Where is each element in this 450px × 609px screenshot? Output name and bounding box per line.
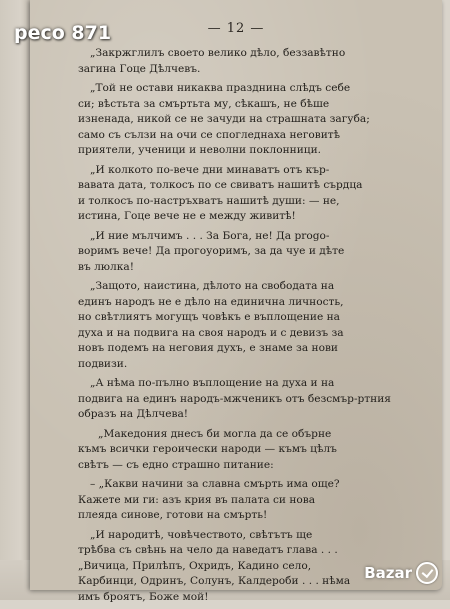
brand-logo xyxy=(364,562,438,584)
text-line: – „Какви начини за славна смърть има още? xyxy=(90,478,340,490)
text-line: „И народитѣ, човѣчеството, свѣтътъ ще xyxy=(90,528,313,541)
text-line: подвизи. xyxy=(78,357,128,370)
text-line: и толкосъ по-настръхватъ нашитѣ души: — не, xyxy=(78,194,340,207)
text-line: „И ние мълчимъ . . . За Бога, не! Да progo- xyxy=(90,229,330,242)
text-line: плеяда синове, готови на смърть! xyxy=(78,509,268,521)
text-line: „А нѣма по-пълно въплощение на духа и на xyxy=(90,377,335,389)
paragraph xyxy=(78,477,450,524)
text-line: вавата дата, толкосъ по се свиватъ нашитѣ сърдца xyxy=(78,179,363,191)
text-line: „Той не остави никаква празднина слѣдъ себе xyxy=(90,82,351,94)
page-text xyxy=(78,46,450,609)
text-line: трѣбва съ свѣнь на чело да наведатъ глава . . . xyxy=(78,544,338,556)
text-line: къмъ всички героически народи — къмъ цѣлъ xyxy=(78,443,337,455)
check-icon xyxy=(416,562,438,584)
text-line: истина, Гоце вече не е между живитѣ! xyxy=(78,210,296,222)
paragraph xyxy=(78,229,450,276)
text-line: само съ сълзи на очи се спогледнаха неговитѣ xyxy=(78,128,341,141)
text-line: но свѣтлиятъ могущъ човѣкъ е въплощение на xyxy=(78,311,340,323)
seller-watermark: peco 871 xyxy=(14,22,112,44)
brand-name: Bazar xyxy=(364,564,412,582)
text-line: въ люлка! xyxy=(78,260,134,273)
text-line: „Вичица, Прилѣпъ, Охридъ, Кадино село, xyxy=(78,559,312,572)
text-line: си; вѣстьта за смъртьта му, сѣкашъ, не бѣше xyxy=(78,97,330,110)
text-line: „Македония днесъ би могла да се обърне xyxy=(98,427,332,440)
paragraph xyxy=(78,427,450,474)
text-line: изненада, никой се не зачуди на страшната загуба; xyxy=(78,113,370,125)
text-line: духа и на подвига на своя народъ и с девизъ за xyxy=(78,326,344,339)
paragraph xyxy=(78,46,450,77)
text-line: Кажете ми ги: азъ крия въ палата си нова xyxy=(78,493,316,506)
paragraph xyxy=(78,81,450,159)
paragraph xyxy=(78,376,450,423)
paragraph xyxy=(78,163,450,225)
text-line: подвига на единъ народъ-мжченикъ отъ безсмър-ртния xyxy=(78,392,391,405)
text-line: образъ на Дѣлчева! xyxy=(78,408,189,420)
text-line: воримъ вече! Да прогоуоримъ, за да чуе и дѣте xyxy=(78,245,345,257)
text-line: имъ броятъ, Боже мой! xyxy=(78,590,209,603)
paragraph xyxy=(78,279,450,372)
text-line: „И колкото по-вече дни минаватъ отъ кър- xyxy=(90,163,330,176)
text-line: „Закржглилъ своето велико дѣло, беззавѣтно xyxy=(90,47,346,59)
text-line: приятели, ученици и неволни поклонници. xyxy=(78,144,322,156)
page-number: — 12 — xyxy=(207,21,265,36)
text-line: новъ подемъ на неговия духъ, е знаме за нови xyxy=(78,342,338,354)
text-line: свѣтъ — съ едно страшно питание: xyxy=(78,458,274,471)
text-line: загина Гоце Дѣлчевъ. xyxy=(78,62,201,75)
background-left xyxy=(0,0,34,600)
book-page xyxy=(30,0,442,603)
text-line: Карбинци, Одринъ, Солунъ, Калдероби . . . нѣма xyxy=(78,575,351,587)
text-line: „Защото, наистина, дѣлото на свободата на xyxy=(90,280,335,292)
text-line: единъ народъ не е дѣло на единична личность, xyxy=(78,295,344,308)
